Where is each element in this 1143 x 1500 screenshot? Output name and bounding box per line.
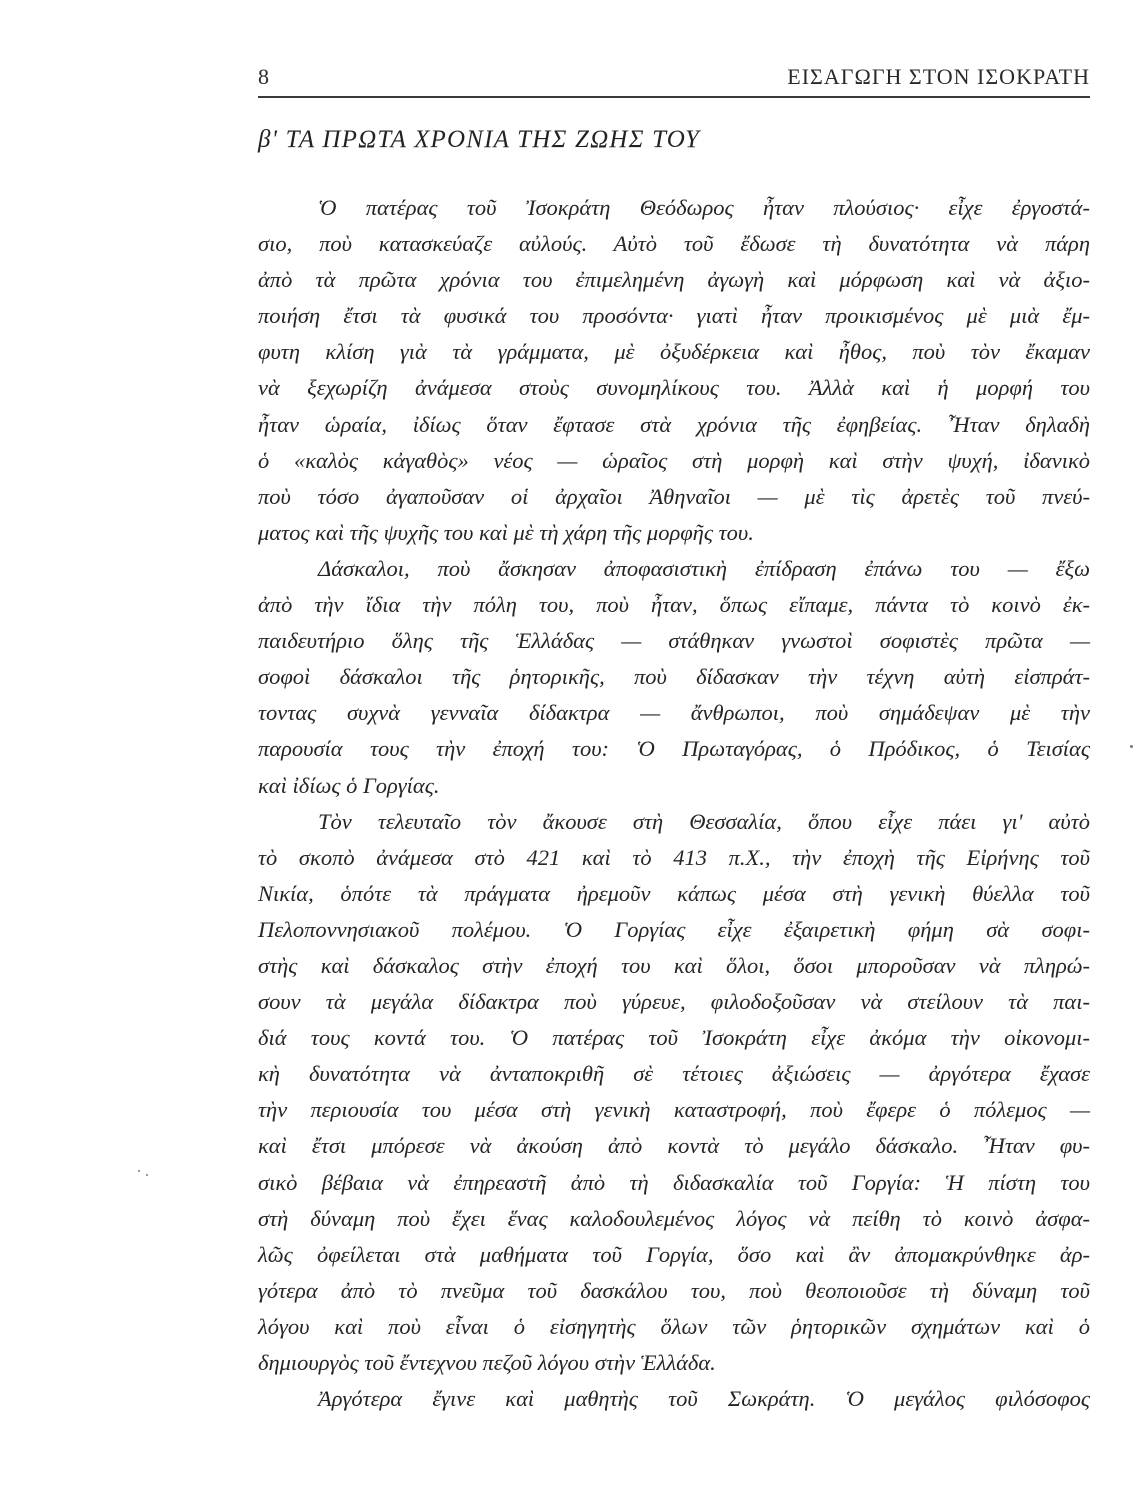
page-number: 8 xyxy=(258,64,270,89)
text-line: παιδευτήριο ὅλης τῆς Ἑλλάδας — στάθηκαν γνωστοὶ σοφιστὲς πρῶτα — xyxy=(258,628,1090,654)
text-line: ἦταν ὡραία, ἰδίως ὅταν ἔφτασε στὰ χρόνια τῆς ἐφηβείας. Ἦταν δηλαδὴ xyxy=(258,411,1090,437)
text-line: στὴς καὶ δάσκαλος στὴν ἐποχή του καὶ ὅλοι, ὅσοι μποροῦσαν νὰ πληρώ- xyxy=(258,952,1090,978)
text-line: καὶ ἰδίως ὁ Γοργίας. xyxy=(258,772,440,798)
text-line: λῶς ὀφείλεται στὰ μαθήματα τοῦ Γοργία, ὅσο καὶ ἂν ἀπομακρύνθηκε ἀρ- xyxy=(258,1241,1090,1267)
paper-speck xyxy=(138,1170,140,1172)
section-heading: β' ΤΑ ΠΡΩΤΑ ΧΡΟΝΙΑ ΤΗΣ ΖΩΗΣ ΤΟΥ xyxy=(258,126,701,153)
running-header xyxy=(258,62,1090,98)
text-line: Ἀργότερα ἔγινε καὶ μαθητὴς τοῦ Σωκράτη. Ὁ μεγάλος φιλόσοφος xyxy=(318,1386,1090,1412)
text-line: Πελοποννησιακοῦ πολέμου. Ὁ Γοργίας εἶχε ἐξαιρετικὴ φήμη σὰ σοφι- xyxy=(258,916,1090,942)
text-line: Νικία, ὁπότε τὰ πράγματα ἠρεμοῦν κάπως μέσα στὴ γενικὴ θύελλα τοῦ xyxy=(258,880,1090,906)
text-line: φυτη κλίση γιὰ τὰ γράμματα, μὲ ὀξυδέρκεια καὶ ἦθος, ποὺ τὸν ἔκαμαν xyxy=(258,339,1090,365)
text-line: σιο, ποὺ κατασκεύαζε αὐλούς. Αὐτὸ τοῦ ἔδωσε τὴ δυνατότητα νὰ πάρη xyxy=(258,231,1090,257)
text-line: ποιήση ἔτσι τὰ φυσικά του προσόντα· γιατὶ ἦταν προικισμένος μὲ μιὰ ἔμ- xyxy=(258,303,1090,329)
text-line: κὴ δυνατότητα νὰ ἀνταποκριθῆ σὲ τέτοιες ἀξιώσεις — ἀργότερα ἔχασε xyxy=(258,1061,1090,1087)
text-line: ὁ «καλὸς κἀγαθὸς» νέος — ὡραῖος στὴ μορφὴ καὶ στὴν ψυχή, ἰδανικὸ xyxy=(258,447,1090,473)
text-line: νὰ ξεχωρίζη ἀνάμεσα στοὺς συνομηλίκους του. Ἀλλὰ καὶ ἡ μορφή του xyxy=(258,375,1090,401)
text-line: Ὁ πατέρας τοῦ Ἰσοκράτη Θεόδωρος ἦταν πλούσιος· εἶχε ἐργοστά- xyxy=(318,195,1090,220)
text-line: ποὺ τόσο ἀγαποῦσαν οἱ ἀρχαῖοι Ἀθηναῖοι — μὲ τὶς ἀρετὲς τοῦ πνεύ- xyxy=(258,483,1090,509)
book-title: ΕΙΣΑΓΩΓΗ ΣΤΟΝ ΙΣΟΚΡΑΤΗ xyxy=(787,64,1090,89)
text-line: τοντας συχνὰ γενναῖα δίδακτρα — ἄνθρωποι, ποὺ σημάδεψαν μὲ τὴν xyxy=(258,700,1090,726)
text-line: σοφοὶ δάσκαλοι τῆς ῥητορικῆς, ποὺ δίδασκαν τὴν τέχνη αὐτὴ εἰσπράτ- xyxy=(258,664,1090,690)
text-line: τὸ σκοπὸ ἀνάμεσα στὸ 421 καὶ τὸ 413 π.Χ., τὴν ἐποχὴ τῆς Εἰρήνης τοῦ xyxy=(258,844,1090,870)
paper-speck xyxy=(146,1174,148,1176)
text-line: στὴ δύναμη ποὺ ἔχει ἕνας καλοδουλεμένος λόγος νὰ πείθη τὸ κοινὸ ἀσφα- xyxy=(258,1205,1090,1231)
text-line: λόγου καὶ ποὺ εἶναι ὁ εἰσηγητὴς ὅλων τῶν ῥητορικῶν σχημάτων καὶ ὁ xyxy=(258,1313,1090,1339)
text-line: καὶ ἔτσι μπόρεσε νὰ ἀκούση ἀπὸ κοντὰ τὸ μεγάλο δάσκαλο. Ἦταν φυ- xyxy=(258,1133,1090,1159)
text-line: παρουσία τους τὴν ἐποχή του: Ὁ Πρωταγόρας, ὁ Πρόδικος, ὁ Τεισίας xyxy=(258,736,1090,762)
text-line: Δάσκαλοι, ποὺ ἄσκησαν ἀποφασιστικὴ ἐπίδραση ἐπάνω του — ἔξω xyxy=(318,555,1090,581)
text-line: Τὸν τελευταῖο τὸν ἄκουσε στὴ Θεσσαλία, ὅπου εἶχε πάει γι' αὐτὸ xyxy=(318,808,1090,834)
paper-speck xyxy=(1130,745,1133,748)
text-line: σικὸ βέβαια νὰ ἐπηρεαστῆ ἀπὸ τὴ διδασκαλία τοῦ Γοργία: Ἡ πίστη του xyxy=(258,1169,1090,1195)
text-line: ἀπὸ τὰ πρῶτα χρόνια του ἐπιμελημένη ἀγωγὴ καὶ μόρφωση καὶ νὰ ἀξιο- xyxy=(258,267,1090,293)
text-line: δημιουργὸς τοῦ ἔντεχνου πεζοῦ λόγου στὴν Ἑλλάδα. xyxy=(258,1350,716,1375)
text-line: διά τους κοντά του. Ὁ πατέρας τοῦ Ἰσοκράτη εἶχε ἀκόμα τὴν οἰκονομι- xyxy=(258,1025,1090,1051)
text-line: ἀπὸ τὴν ἴδια τὴν πόλη του, ποὺ ἦταν, ὅπως εἴπαμε, πάντα τὸ κοινὸ ἐκ- xyxy=(258,592,1090,618)
text-line: σουν τὰ μεγάλα δίδακτρα ποὺ γύρευε, φιλοδοξοῦσαν νὰ στείλουν τὰ παι- xyxy=(258,989,1090,1015)
text-line: ματος καὶ τῆς ψυχῆς του καὶ μὲ τὴ χάρη τῆς μορφῆς του. xyxy=(258,519,754,545)
text-line: γότερα ἀπὸ τὸ πνεῦμα τοῦ δασκάλου του, ποὺ θεοποιοῦσε τὴ δύναμη τοῦ xyxy=(258,1277,1090,1303)
body-text xyxy=(258,190,1090,1417)
text-line: τὴν περιουσία του μέσα στὴ γενικὴ καταστροφή, ποὺ ἔφερε ὁ πόλεμος — xyxy=(258,1097,1090,1123)
